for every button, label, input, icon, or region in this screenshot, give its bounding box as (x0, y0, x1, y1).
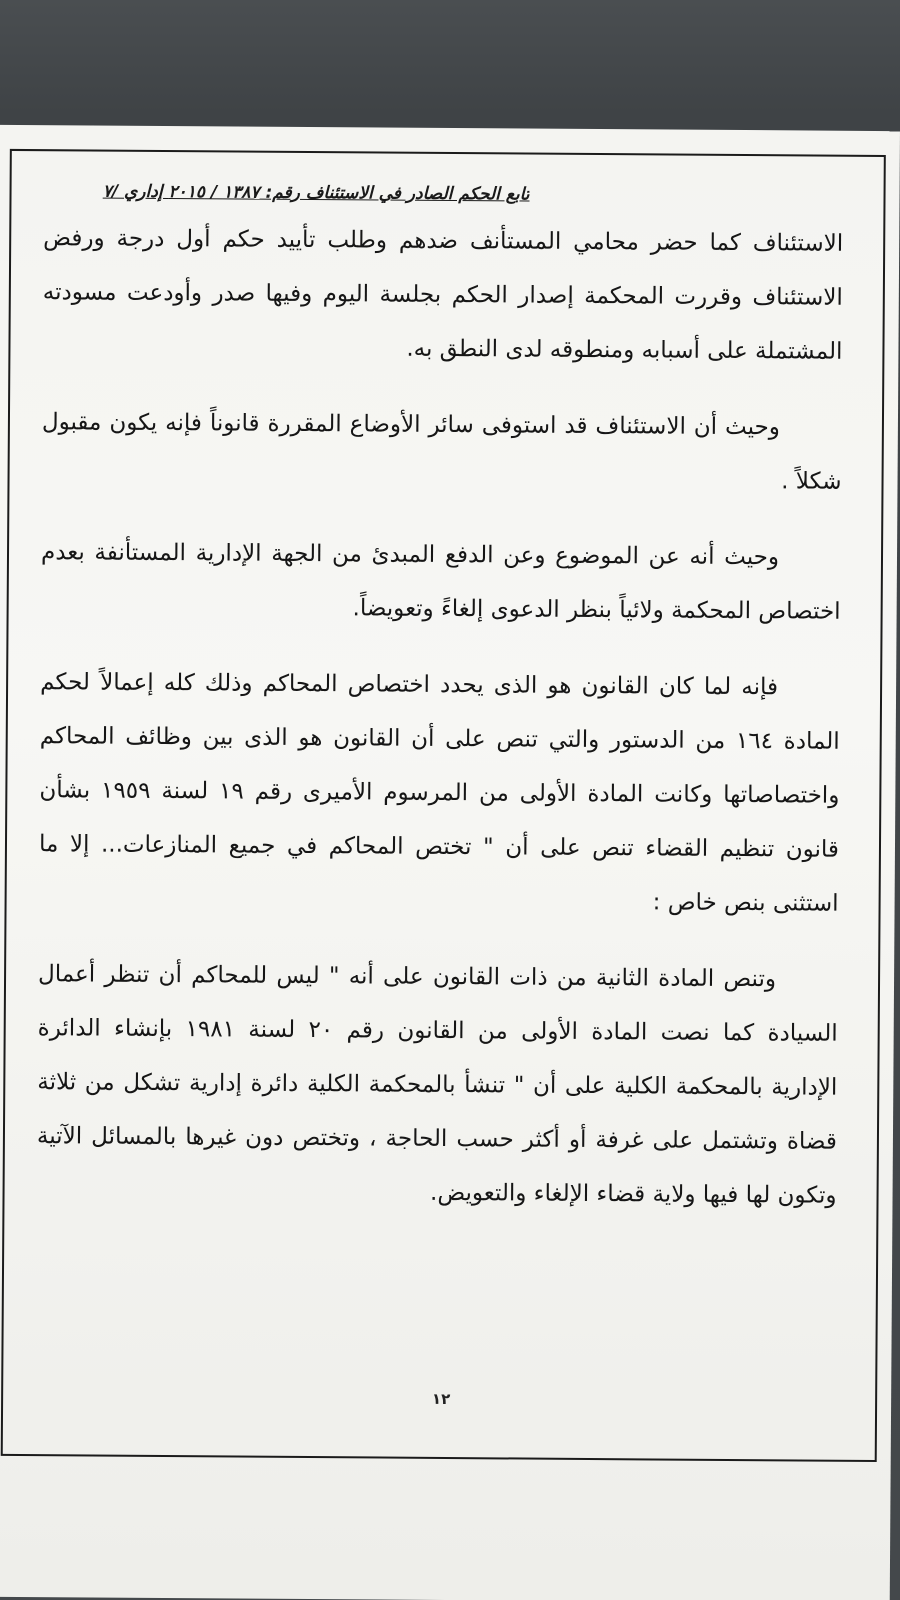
paragraph-2: وحيث أن الاستئناف قد استوفى سائر الأوضاع المقررة قانوناً فإنه يكون مقبول شكلاً . (41, 409, 842, 495)
running-header: تابع الحكم الصادر في الاستئناف رقم: ١٣٨٧ / ٢٠١٥ إداري /٧ (102, 181, 530, 205)
document-page (0, 125, 900, 1600)
page-number: ١٢ (431, 1389, 451, 1409)
paragraph-4: فإنه لما كان القانون هو الذى يحدد اختصاص المحاكم وذلك كله إعمالاً لحكم المادة ١٦٤ من الدستور والتي تنص على أن القانون هو الذى بين وظائف المحاكم واختصاصاتها وكانت المادة الأولى من المرسوم الأميرى رقم ١٩ لسنة ١٩٥٩ بشأن قانون تنظيم القضاء تنص على أن " تختص المحاكم في جميع المنازعات... إلا ما استثنى بنص خاص : (38, 669, 840, 917)
paragraph-1: الاستئناف كما حضر محامي المستأنف ضدهم وطلب تأييد حكم أول درجة ورفض الاستئناف وقررت المحكمة إصدار الحكم بجلسة اليوم وفيها صدر وأودعت مسودته المشتملة على أسبابه ومنطوقه لدى النطق به. (42, 225, 844, 365)
paragraph-5: وتنص المادة الثانية من ذات القانون على أنه " ليس للمحاكم أن تنظر أعمال السيادة كما نصت المادة الأولى من القانون رقم ٢٠ لسنة ١٩٨١ بإنشاء الدائرة الإدارية بالمحكمة الكلية على أن " تنشأ بالمحكمة الكلية دائرة إدارية تشكل من ثلاثة قضاة وتشتمل على غرفة أو أكثر حسب الحاجة ، وتختص دون غيرها بالمسائل الآتية وتكون لها فيها ولاية قضاء الإلغاء والتعويض. (36, 961, 838, 1209)
document-body (36, 211, 844, 1337)
paragraph-3: وحيث أنه عن الموضوع وعن الدفع المبدئ من الجهة الإدارية المستأنفة بعدم اختصاص المحكمة ولائياً بنظر الدعوى إلغاءً وتعويضاً. (40, 539, 841, 625)
